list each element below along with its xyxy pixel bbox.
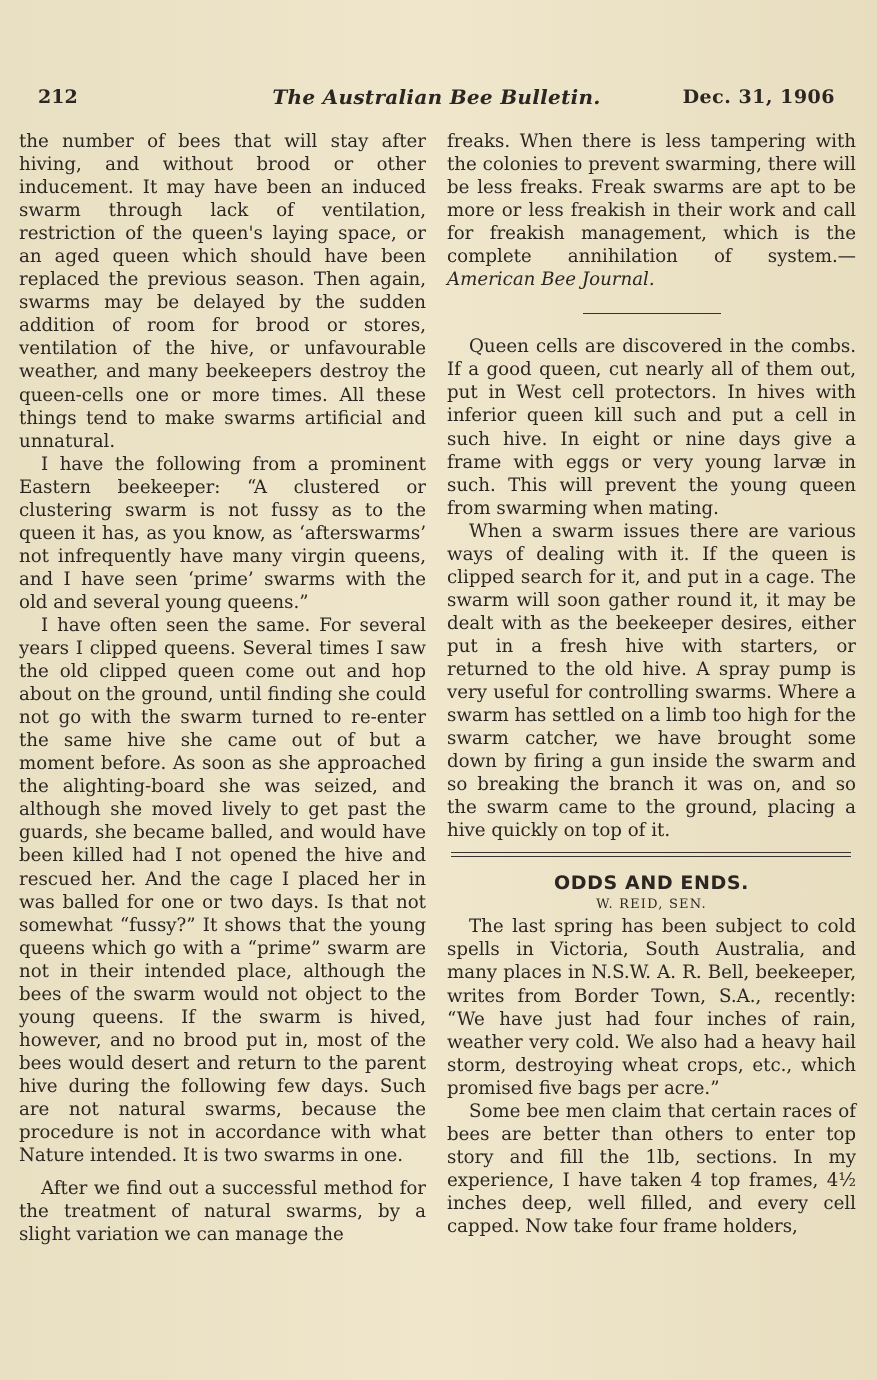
left-paragraph-2: I have the following from a prominent Eastern beekeeper: “A clustered or clustering swarm is not fussy as to the queen it has, as you know, as ‘afterswarms’ not infrequently have many virgin queens, and I have seen ‘prime’ swarms with the old and several young queens.” xyxy=(19,453,426,613)
right-paragraph-4: The last spring has been subject to cold spells in Victoria, South Australia, and many places in N.S.W. A. R. Bell, beekeeper, writes from Border Town, S.A., recently: “We have just had four inches of rain, weather very cold. We also had a heavy hail storm, destroying wheat crops, etc., which promised five bags per acre.” xyxy=(447,916,856,1099)
right-paragraph-2: Queen cells are discovered in the combs. If a good queen, cut nearly all of them out, put in West cell protectors. In hives with inferior queen kill such and put a cell in such hive. In eight or nine days give a frame with eggs or very young larvæ in such. This will prevent the young queen from swarming when mating. xyxy=(447,336,856,519)
byline: W. REID, SEN. xyxy=(596,897,707,913)
right-paragraph-1 xyxy=(447,130,856,291)
left-paragraph-1: the number of bees that will stay after hiving, and without brood or other inducement. It may have been an induced swarm through lack of ventilation, restriction of the queen's laying space, or an aged queen which should have been replaced the previous season. Then again, swarms may be delayed by the sudden addition of room for brood or stores, ventilation of the hive, or unfavourable weather, and many beekeepers destroy the queen-cells one or more times. All these things tend to make swarms artificial and unnatural. xyxy=(19,131,426,452)
right-paragraph-3: When a swarm issues there are various ways of dealing with it. If the queen is clipped search for it, and put in a cage. The swarm will soon gather round it, it may be dealt with as the beekeeper desires, either put in a fresh hive with starters, or returned to the old hive. A spray pump is very useful for controlling swarms. Where a swarm has settled on a limb too high for the swarm catcher, we have brought some down by firing a gun inside the swarm and so breaking the branch it was on, and so the swarm came to the ground, placing a hive quickly on top of it. xyxy=(447,520,856,842)
section-title: ODDS AND ENDS. xyxy=(554,872,749,895)
right-column xyxy=(447,130,856,1238)
left-paragraph-4: After we find out a successful method for the treatment of natural swarms, by a slight variation we can manage the xyxy=(19,1178,426,1246)
issue-date: Dec. 31, 1906 xyxy=(682,86,835,108)
right-paragraph-5: Some bee men claim that certain races of bees are better than others to enter top story and fill the 1lb, sections. In my experience, I have taken 4 top frames, 4½ inches deep, well filled, and every cell capped. Now take four frame holders, xyxy=(447,1100,856,1237)
running-head xyxy=(38,86,835,114)
double-rule xyxy=(451,852,851,857)
page-number: 212 xyxy=(38,86,78,108)
left-paragraph-3: I have often seen the same. For several years I clipped queens. Several times I saw the old clipped queen come out and hop about on the ground, until finding she could not go with the swarm turned to re-enter the same hive she came out of but a moment before. As soon as she approached the alighting-board she was seized, and although she moved lively to get past the guards, she became balled, and would have been killed had I not opened the hive and rescued her. And the cage I placed her in was balled for one or two days. Is that not somewhat “fussy?” It shows that the young queens which go with a “prime” swarm are not in their intended place, although the bees of the swarm would not object to the young queens. If the swarm is hived, however, and no brood put in, most of the bees would desert and return to the parent hive during the following few days. Such are not natural swarms, because the procedure is not in accordance with what Nature intended. It is two swarms in one. xyxy=(19,614,426,1167)
section-divider xyxy=(583,313,721,314)
left-column xyxy=(19,130,426,1246)
journal-title: The Australian Bee Bulletin. xyxy=(272,85,601,109)
citation: American Bee Journal. xyxy=(447,269,655,291)
right-paragraph-1-text: freaks. When there is less tampering with the colonies to prevent swarming, there will be less freaks. Freak swarms are apt to be more or less freakish in their work and call for freakish management, which is the complete annihilation of system.— xyxy=(447,131,856,268)
